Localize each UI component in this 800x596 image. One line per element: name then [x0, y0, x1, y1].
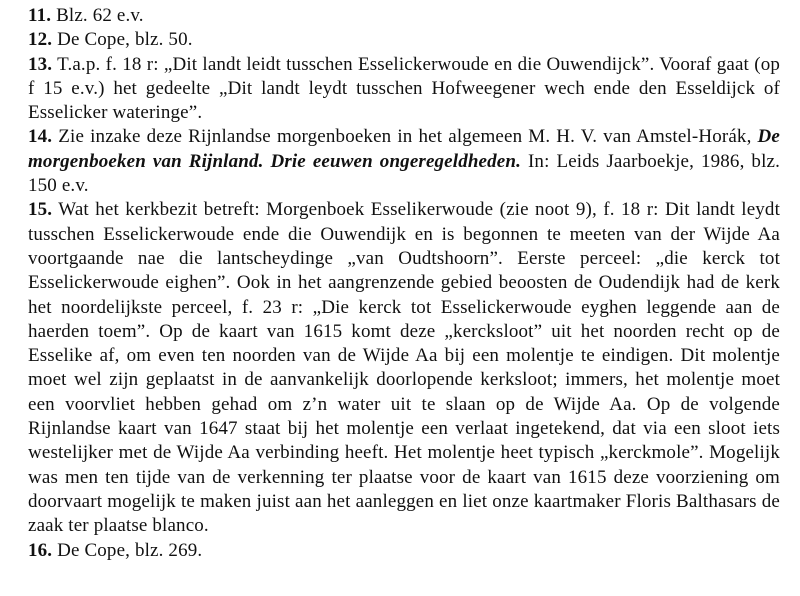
note-text-continued: In: Leids Jaarboekje, 1986, blz. 150 e.v.	[28, 150, 780, 197]
note-number: 15.	[28, 199, 53, 221]
footnotes-page	[28, 4, 780, 563]
publication-title: De morgenboeken van Rijnland. Drie eeuwen ongeregeldheden.	[28, 126, 780, 172]
note-text: Wat het kerkbezit betreft: Morgenboek Esselikerwoude (zie noot 9), f. 18 r: Dit landt leydt tusschen Esselickerwoude ende die Ouwendijk en is begonnen te meeten van der Wijde Aa voortgaande nae die lantscheydinge „van Oudtshoorn”. Eerste perceel: „die kerck tot Esselickerwoude eighen”. Ook in het aangrenzende gebied beoosten de Oudendijk had de kerk het noordelijkste perceel, f. 23 r: „Die kerck tot Esselickerwoude eyghen leggende aan de haerden toem”. Op de kaart van 1615 komt deze „kercksloot” uit het noorden recht op de Esselike af, om even ten noorden van de Wijde Aa bij een molentje te eindigen. Dit molentje moet wel zijn geplaatst in de aanvankelijk doorlopende kerksloot; immers, het molentje moet een voorvliet hebben gehad om z’n water uit te slaan op de Wijde Aa. Op de volgende Rijnlandse kaart van 1647 staat bij het molentje een verlaat ingetekend, dat via een sloot iets westelijker met de Wijde Aa verbinding heeft. Het molentje heet typisch „kerckmole”. Mogelijk was men ten tijde van de verkenning ter plaatse voor de kaart van 1615 deze voorziening om doorvaart mogelijk te maken juist aan het aanleggen en liet onze kaartmaker Floris Balthasars de zaak ter plaatse blanco.	[28, 199, 781, 537]
note-15	[28, 198, 780, 538]
note-number: 16.	[28, 539, 53, 561]
note-16	[28, 539, 780, 563]
note-number: 12.	[28, 29, 53, 51]
note-13	[28, 53, 780, 126]
note-number: 11.	[28, 5, 52, 26]
note-text: De Cope, blz. 269.	[57, 539, 203, 561]
note-text: De Cope, blz. 50.	[57, 29, 193, 51]
note-14	[28, 125, 780, 198]
note-text: Blz. 62 e.v.	[56, 5, 144, 26]
note-11	[28, 4, 780, 28]
note-number: 13.	[28, 53, 53, 75]
note-12	[28, 28, 780, 52]
note-number: 14.	[28, 126, 53, 148]
note-text: T.a.p. f. 18 r: „Dit landt leidt tusschen Esselickerwoude en die Ouwendijck”. Vooraf gaat (op f 15 e.v.) het gedeelte „Dit landt leydt tusschen Hofweegener wech ende den Esseldijck of Esselicker wateringe”.	[28, 53, 780, 124]
note-text: Zie inzake deze Rijnlandse morgenboeken in het algemeen M. H. V. van Amstel-Horák,	[58, 126, 758, 148]
